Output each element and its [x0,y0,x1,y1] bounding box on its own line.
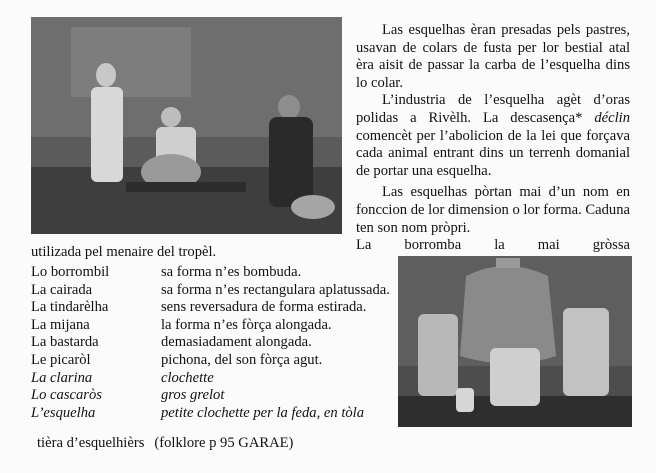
bell-type-description: sa forma n’es bombuda. [161,264,302,280]
bell-type-description: pichona, del son fòrça agut. [161,351,323,368]
bell-type-description: demasiadament alongada. [161,334,312,351]
bell-type-description: sens reversadura de forma estirada. [161,299,367,316]
bell-type-row [31,299,411,317]
bell-type-description: petite clochette per la feda, en tòla [161,404,365,421]
bell-type-name: La clarina [31,369,93,386]
intro-paragraph-4-start: La borromba la mai gròssa [356,237,630,254]
footer-title: tièra d’esquelhièrs [37,435,145,451]
bell-type-row [31,387,411,405]
intro-paragraph-4-end: utilizada pel menaire del tropèl. [31,244,217,260]
intro-paragraph-1: Las esquelhas èran presadas pels pastres, usavan de colars de fusta per lor bestial atal èra aisit de passar la carba de l’esquelha dins lo colar. [356,22,630,91]
bell-type-name: La cairada [31,281,93,298]
bell-type-name: La bastarda [31,334,99,351]
photo-bells [398,256,632,427]
bell-type-name: Lo cascaròs [31,387,102,404]
bell-type-description: gros grelot [161,387,225,404]
bell-type-name: La mijana [31,316,90,333]
bell-type-name: Le picaròl [31,351,91,368]
intro-paragraph-3: Las esquelhas pòrtan mai d’un nom en fonccion de lor dimension o lor forma. Caduna ten son nom pròpri. [356,184,630,236]
bell-types-list [31,264,411,422]
bell-type-row [31,352,411,370]
bell-type-name: La tindarèlha [31,299,109,316]
bell-type-name: L’esquelha [31,404,96,421]
intro-text [356,22,630,255]
bell-type-row [31,370,411,388]
bell-type-row [31,264,411,282]
bell-type-row [31,282,411,300]
bell-type-description: la forma n’es fòrça alongada. [161,316,332,333]
photo-bell-makers [31,17,342,234]
intro-paragraph-2: L’industria de l’esquelha agèt d’oras polidas a Rivèlh. La descasença* déclin comencèt per l’abolicion de la lei que forçava cada animal entrant dins un terrenh domanial de portar una esquelha. [356,92,630,179]
bell-type-row [31,405,411,423]
bell-type-name: Lo borrombil [31,264,110,280]
bell-type-row [31,334,411,352]
bell-type-row [31,317,411,335]
footer-caption [37,435,437,452]
bell-type-description: clochette [161,369,214,386]
footer-source: (folklore p 95 GARAE) [154,435,294,451]
bell-type-description: sa forma n’es rectangulara aplatussada. [161,281,390,298]
